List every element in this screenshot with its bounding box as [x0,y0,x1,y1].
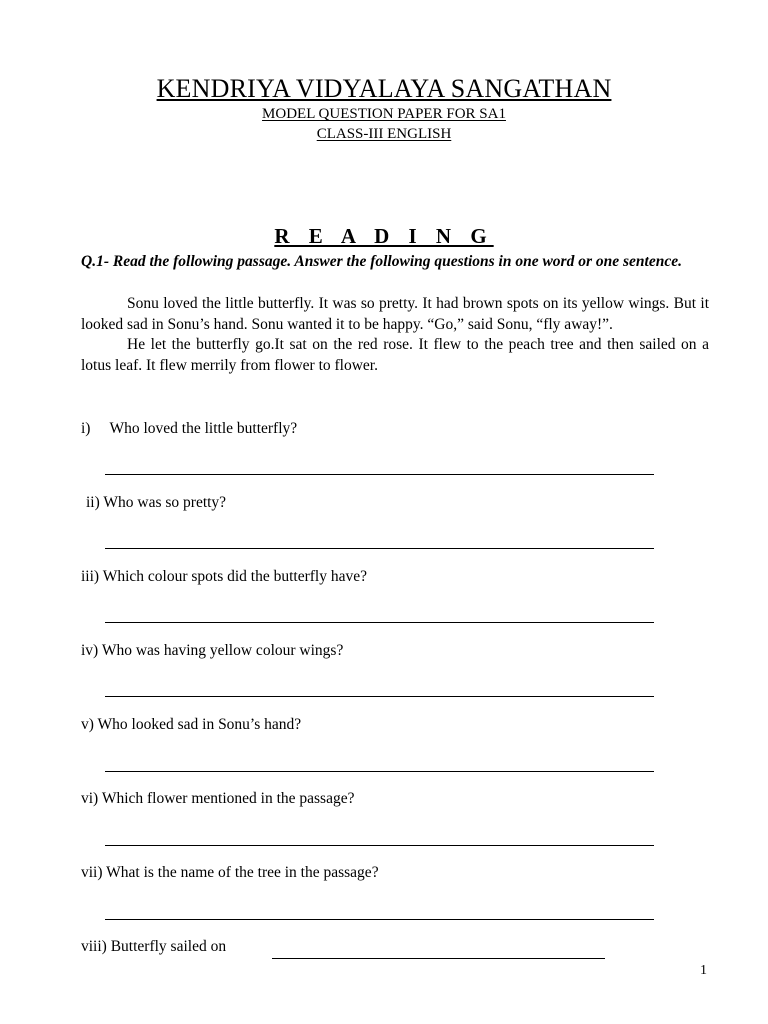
page-number: 1 [700,963,707,978]
answer-line[interactable] [105,474,654,475]
question-text: Who looked sad in Sonu’s hand? [97,716,302,733]
question-text: What is the name of the tree in the passage? [106,864,379,881]
answer-line[interactable] [105,696,654,697]
passage-paragraph: He let the butterfly go.It sat on the red rose. It flew to the peach tree and then sailed on a lotus leaf. It flew merrily from flower to flower. [81,336,709,374]
answer-line[interactable] [105,622,654,623]
question-item [81,864,379,882]
question-number: iv) [81,642,99,659]
passage-paragraph: Sonu loved the little butterfly. It was so pretty. It had brown spots on its yellow wings. But it looked sad in Sonu’s hand. Sonu wanted it to be happy. “Go,” said Sonu, “fly away!”. [81,295,709,333]
question-number: iii) [81,568,100,585]
question-number: vii) [81,864,103,881]
question-number: viii) [81,938,107,955]
question-item [81,568,367,586]
paper-subtitle: MODEL QUESTION PAPER FOR SA1 [262,106,506,122]
question-text: Who was having yellow colour wings? [101,642,344,659]
question-text: Which flower mentioned in the passage? [101,790,355,807]
answer-line[interactable] [105,919,654,920]
question-number: ii) [86,494,100,511]
answer-line[interactable] [272,958,605,959]
question-item [81,420,297,438]
class-subtitle: CLASS-III ENGLISH [316,126,452,142]
question-item [86,494,226,512]
question-text: Who loved the little butterfly? [109,420,298,437]
reading-passage [81,294,709,376]
answer-line[interactable] [105,771,654,772]
question-item [81,790,354,808]
question-number: i) [81,420,91,437]
question-text: Butterfly sailed on [110,938,227,955]
question-number: vi) [81,790,99,807]
section-title: R E A D I N G [274,224,494,248]
question-item [81,716,301,734]
question-number: v) [81,716,94,733]
question-item [81,642,343,660]
question-instruction: Q.1- Read the following passage. Answer the following questions in one word or one sentence. [81,253,682,270]
school-title: KENDRIYA VIDYALAYA SANGATHAN [156,74,612,103]
question-text: Who was so pretty? [103,494,227,511]
question-text: Which colour spots did the butterfly have? [102,568,367,585]
question-item [81,938,226,956]
answer-line[interactable] [105,845,654,846]
answer-line[interactable] [105,548,654,549]
